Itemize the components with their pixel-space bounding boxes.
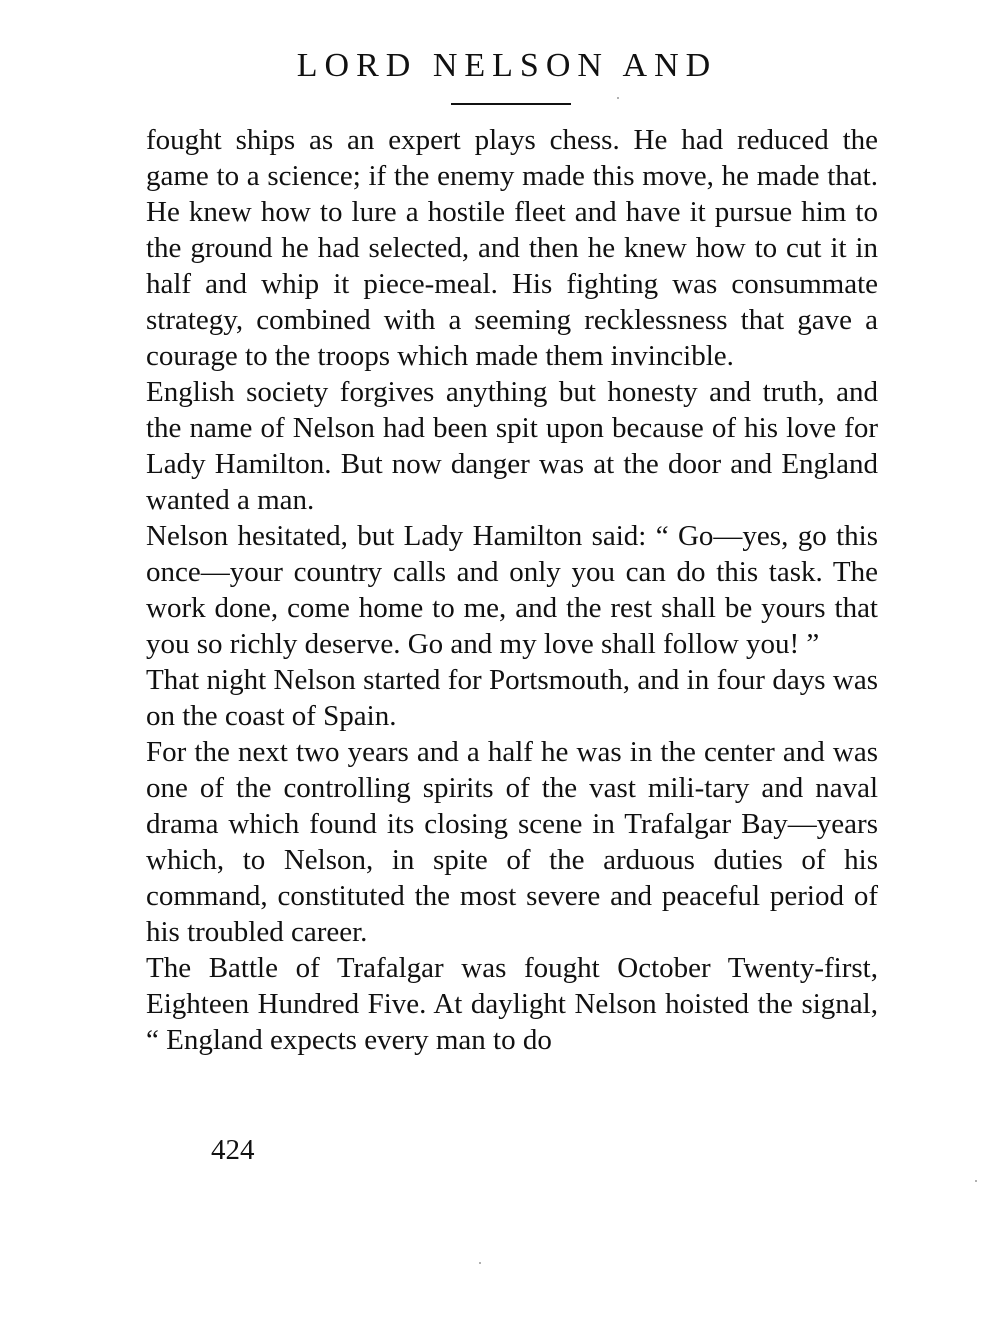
scan-speck (975, 1180, 977, 1182)
paragraph-portsmouth: That night Nelson started for Portsmouth, and in four days was on the coast of Spain. (146, 664, 878, 732)
paragraph-strategy: fought ships as an expert plays chess. He had reduced the game to a science; if the enemy made this move, he made that. He knew how to lure a hostile fleet and have it pursue him to the ground he had selected, and then he knew how to cut it in half and whip it piece-meal. His fighting was consummate strategy, combined with a seeming recklessness that gave a courage to the troops which made them invincible. (146, 124, 878, 372)
paragraph-two-years: For the next two years and a half he was in the center and was one of the controlling spirits of the vast mili-tary and naval drama which found its closing scene in Trafalgar Bay—years which, to Nelson, in spite of the arduous duties of his command, constituted the most severe and peaceful period of his troubled career. (146, 736, 878, 948)
paragraph-lady-hamilton: Nelson hesitated, but Lady Hamilton said: “ Go—yes, go this once—your country calls and only you can do this task. The work done, come home to me, and the rest shall be yours that you so richly deserve. Go and my love shall follow you! ” (146, 520, 878, 660)
paragraph-trafalgar: The Battle of Trafalgar was fought October Twenty-first, Eighteen Hundred Five. At daylight Nelson hoisted the signal, “ England expects every man to do (146, 952, 878, 1056)
body-text (146, 122, 878, 1058)
header-rule (451, 103, 571, 105)
running-head: LORD NELSON AND (296, 47, 718, 84)
page-number: 424 (211, 1134, 255, 1166)
paragraph-english-society: English society forgives anything but honesty and truth, and the name of Nelson had been spit upon because of his love for Lady Hamilton. But now danger was at the door and England wanted a man. (146, 376, 878, 516)
scan-speck (479, 1262, 481, 1264)
scan-speck (617, 97, 619, 99)
